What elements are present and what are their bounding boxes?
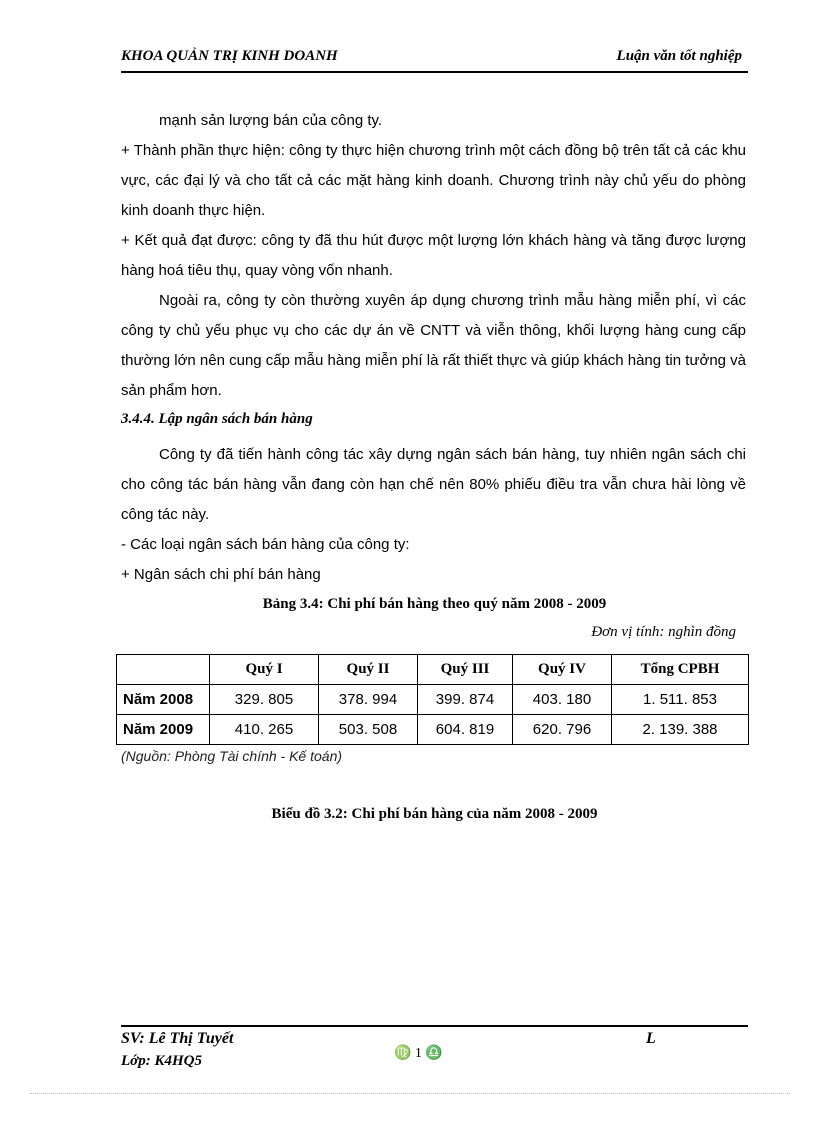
page-number: ♍ 1 ♎ [394, 1046, 443, 1061]
table-cell: 329. 805 [210, 685, 319, 715]
section-heading: 3.4.4. Lập ngân sách bán hàng [121, 411, 313, 427]
table-cell: 399. 874 [418, 685, 513, 715]
paragraph-7: + Ngân sách chi phí bán hàng [121, 566, 321, 583]
cost-table [116, 654, 749, 745]
table-row-label: Năm 2009 [117, 715, 210, 745]
paragraph-4: Ngoài ra, công ty còn thường xuyên áp dụng chương trình mẫu hàng miễn phí, vì các công ty chủ yếu phục vụ cho các dự án về CNTT và viễn thông, khối lượng hàng cung cấp thường lớn nên cung cấp mẫu hàng miễn phí là rất thiết thực và giúp khách hàng tin tưởng và sản phẩm hơn. [121, 292, 747, 399]
table-row-label: Năm 2008 [117, 685, 210, 715]
footer-rule [121, 1025, 748, 1027]
table-cell: 410. 265 [210, 715, 319, 745]
paragraph-6: - Các loại ngân sách bán hàng của công ty: [121, 536, 410, 553]
paragraph-2: + Thành phần thực hiện: công ty thực hiện chương trình một cách đồng bộ trên tất cả các khu vực, các đại lý và cho tất cả các mặt hàng kinh doanh. Chương trình này chủ yếu do phòng kinh doanh thực hiện. [121, 142, 746, 219]
paragraph-3: + Kết quả đạt được: công ty đã thu hút được một lượng lớn khách hàng và tăng được lượng hàng hoá tiêu thụ, quay vòng vốn nhanh. [121, 232, 746, 279]
paragraph-1: mạnh sản lượng bán của công ty. [159, 112, 383, 129]
footer-class: Lớp: K4HQ5 [121, 1053, 202, 1069]
table-caption: Bảng 3.4: Chi phí bán hàng theo quý năm 2008 - 2009 [262, 596, 607, 612]
table-header-row [117, 655, 749, 685]
footer-student-name: SV: Lê Thị Tuyết [121, 1030, 234, 1047]
header-thesis: Luận văn tốt nghiệp [616, 48, 742, 64]
table-row [117, 685, 749, 715]
table-row [117, 715, 749, 745]
table-cell: 1. 511. 853 [612, 685, 749, 715]
table-cell: 2. 139. 388 [612, 715, 749, 745]
header-rule [121, 71, 748, 73]
table-cell: 378. 994 [319, 685, 418, 715]
table-unit: Đơn vị tính: nghìn đồng [591, 624, 736, 640]
table-header-cell: Quý IV [513, 655, 612, 685]
header-faculty: KHOA QUẢN TRỊ KINH DOANH [121, 48, 338, 64]
chart-caption: Biểu đồ 3.2: Chi phí bán hàng của năm 2008 - 2009 [271, 806, 598, 822]
table-cell: 503. 508 [319, 715, 418, 745]
paragraph-5: Công ty đã tiến hành công tác xây dựng ngân sách bán hàng, tuy nhiên ngân sách chi cho công tác bán hàng vẫn đang còn hạn chế nên 80% phiếu điều tra vẫn chưa hài lòng về công tác này. [121, 446, 746, 523]
table-header-cell: Quý III [418, 655, 513, 685]
footer-letter: L [646, 1030, 656, 1047]
table-header-cell [117, 655, 210, 685]
table-cell: 403. 180 [513, 685, 612, 715]
table-cell: 620. 796 [513, 715, 612, 745]
table-header-cell: Quý I [210, 655, 319, 685]
table-header-cell: Tổng CPBH [612, 655, 749, 685]
table-cell: 604. 819 [418, 715, 513, 745]
page-bottom-divider [30, 1093, 790, 1094]
table-source: (Nguồn: Phòng Tài chính - Kế toán) [121, 748, 343, 764]
table-header-cell: Quý II [319, 655, 418, 685]
